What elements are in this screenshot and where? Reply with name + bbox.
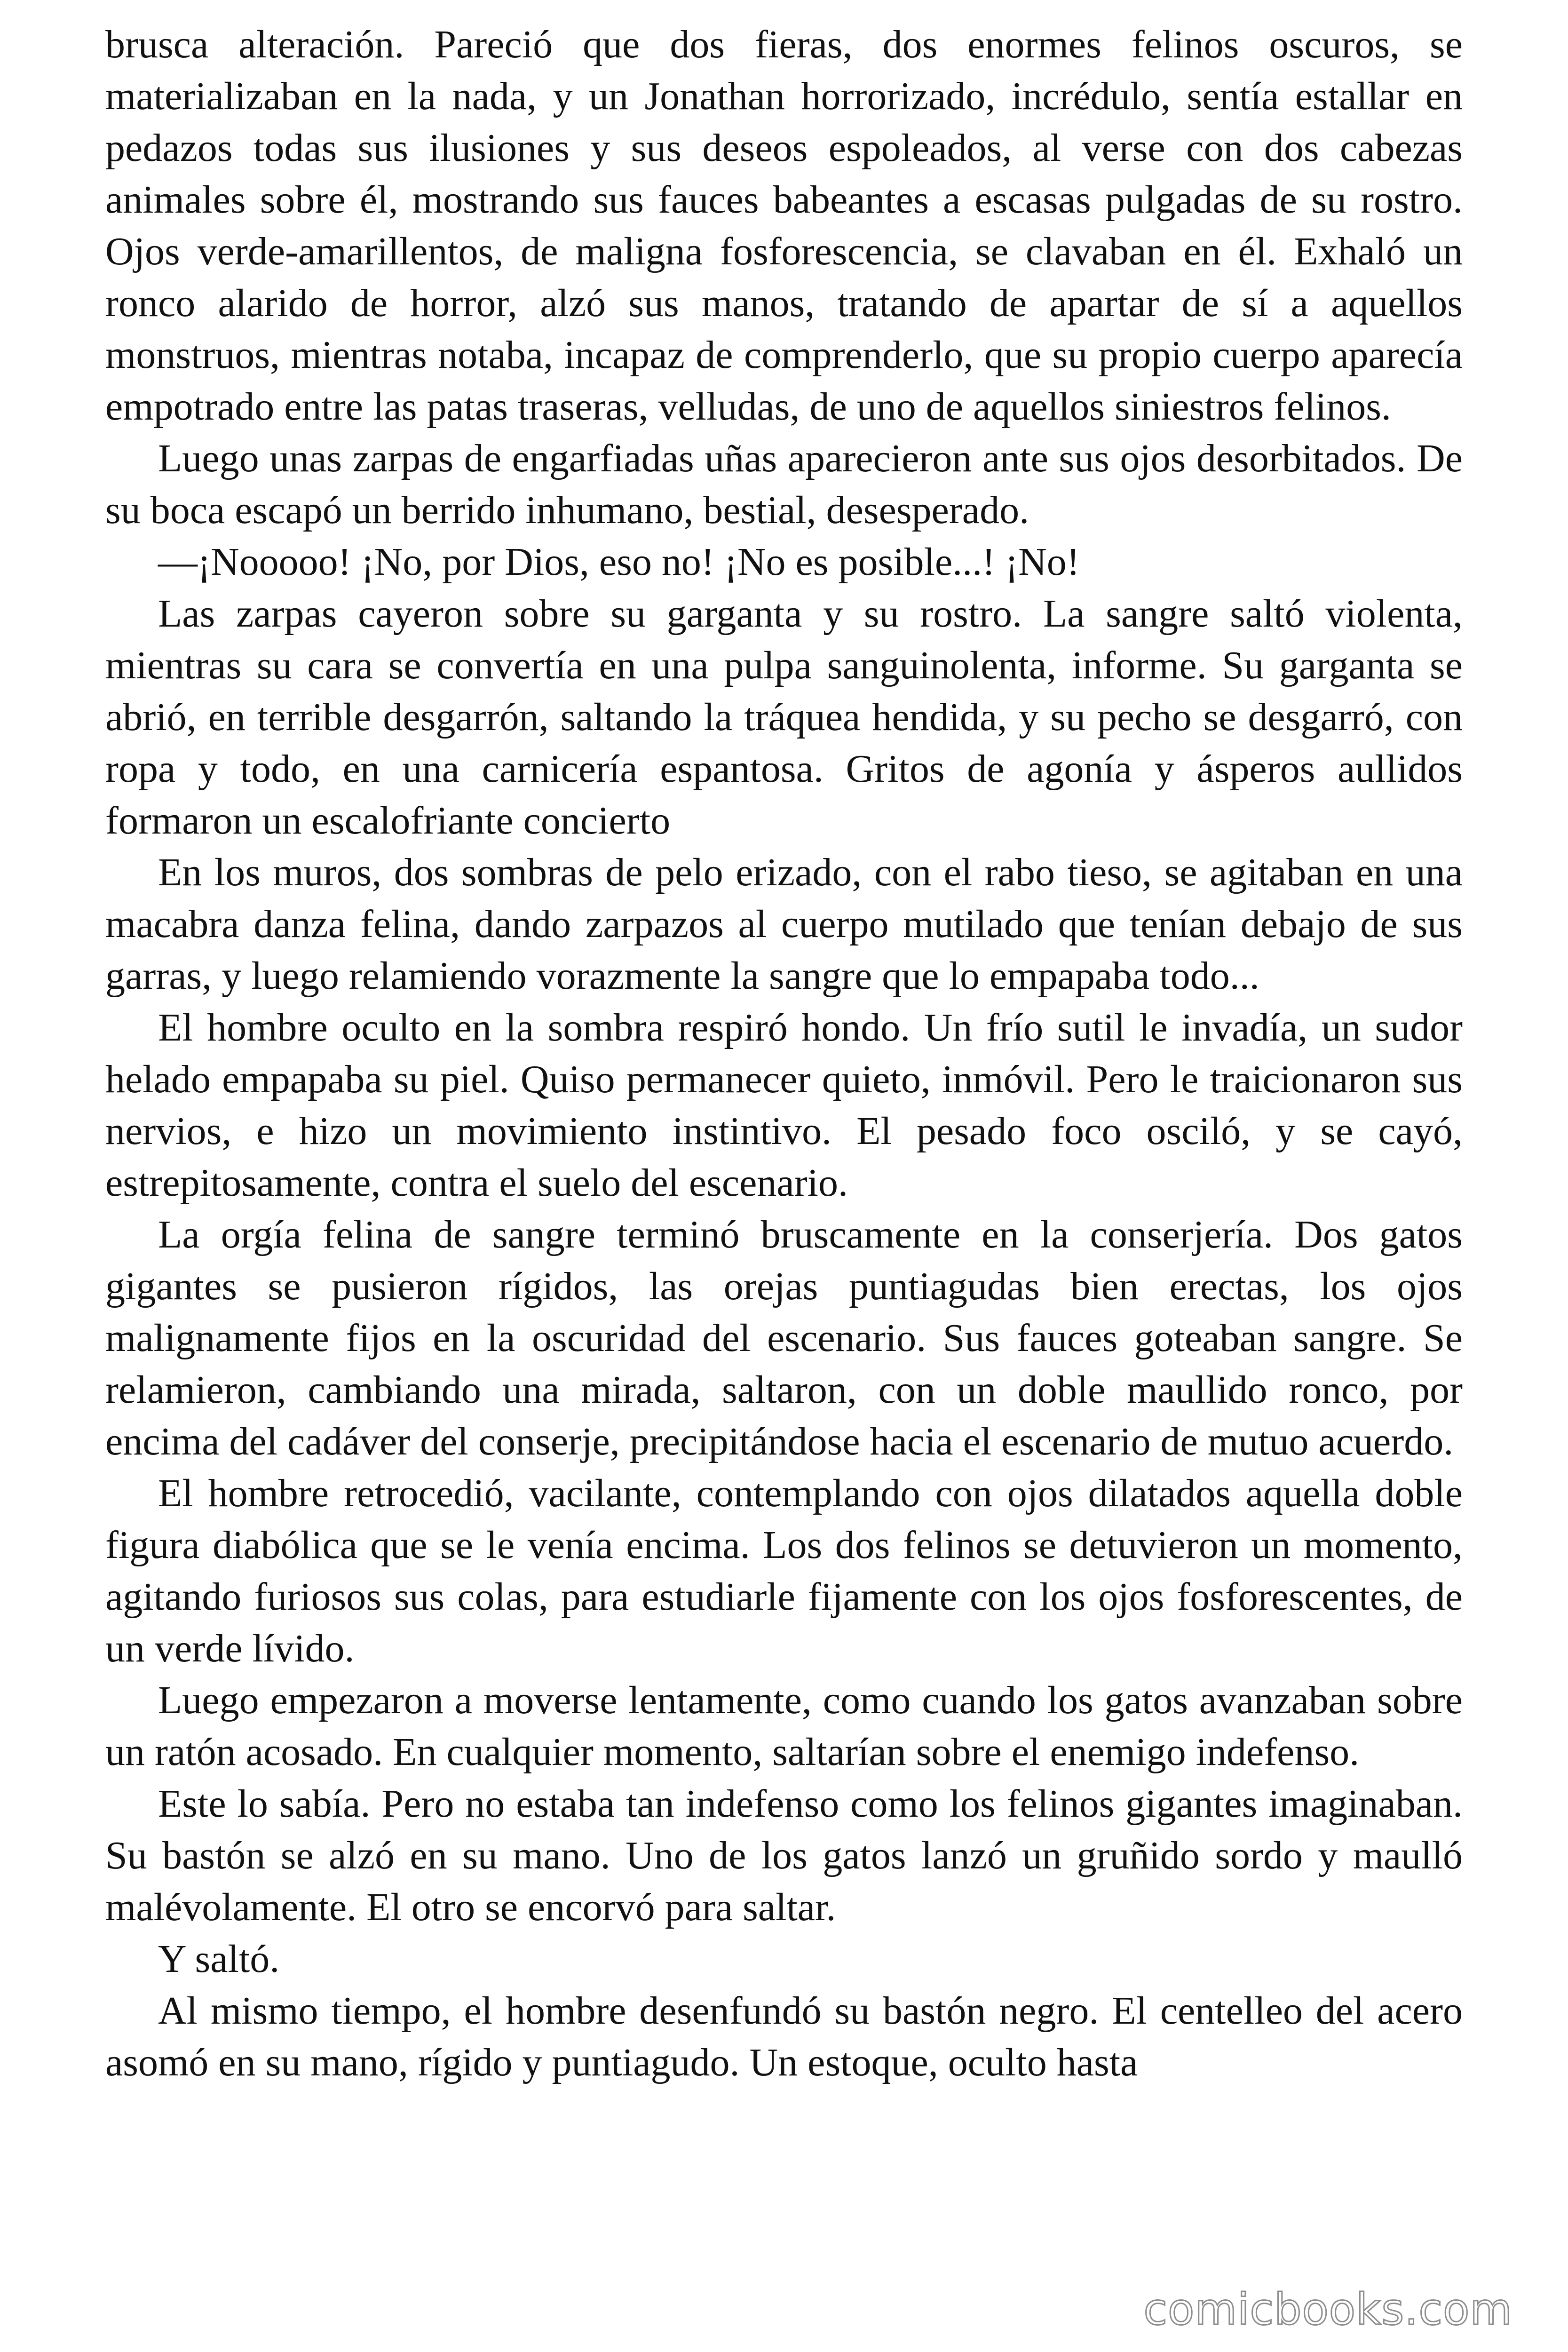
paragraph-4: Las zarpas cayeron sobre su garganta y su rostro. La sangre saltó violenta, mientras su cara se convertía en una pulpa sanguinolenta, informe. Su garganta se abrió, en terrible desgarrón, saltando la tráquea hendida, y su pecho se desgarró, con ropa y todo, en una carnicería espantosa. Gritos de agonía y ásperos aullidos formaron un escalofriante concierto [105, 592, 1463, 842]
paragraph-2: Luego unas zarpas de engarfiadas uñas aparecieron ante sus ojos desorbitados. De su boca escapó un berrido inhumano, bestial, desesperado. [105, 437, 1463, 532]
book-page-text [105, 19, 1463, 2089]
paragraph-7: La orgía felina de sangre terminó bruscamente en la conserjería. Dos gatos gigantes se pusieron rígidos, las orejas puntiagudas bien erectas, los ojos malignamente fijos en la oscuridad del escenario. Sus fauces goteaban sangre. Se relamieron, cambiando una mirada, saltaron, con un doble maullido ronco, por encima del cadáver del conserje, precipitándose hacia el escenario de mutuo acuerdo. [105, 1213, 1463, 1463]
paragraph-5: En los muros, dos sombras de pelo erizado, con el rabo tieso, se agitaban en una macabra danza felina, dando zarpazos al cuerpo mutilado que tenían debajo de sus garras, y luego relamiendo vorazmente la sangre que lo empapaba todo... [105, 850, 1463, 998]
paragraph-1: brusca alteración. Pareció que dos fieras, dos enormes felinos oscuros, se materializaban en la nada, y un Jonathan horrorizado, incrédulo, sentía estallar en pedazos todas sus ilusiones y sus deseos espoleados, al verse con dos cabezas animales sobre él, mostrando sus fauces babeantes a escasas pulgadas de su rostro. Ojos verde-amarillentos, de maligna fosforescencia, se clavaban en él. Exhaló un ronco alarido de horror, alzó sus manos, tratando de apartar de sí a aquellos monstruos, mientras notaba, incapaz de comprenderlo, que su propio cuerpo aparecía empotrado entre las patas traseras, velludas, de uno de aquellos siniestros felinos. [105, 23, 1463, 429]
paragraph-9: Luego empezaron a moverse lentamente, como cuando los gatos avanzaban sobre un ratón acosado. En cualquier momento, saltarían sobre el enemigo indefenso. [105, 1678, 1463, 1774]
paragraph-3-dialogue: —¡Nooooo! ¡No, por Dios, eso no! ¡No es posible...! ¡No! [158, 540, 1080, 584]
paragraph-8: El hombre retrocedió, vacilante, contemplando con ojos dilatados aquella doble figura diabólica que se le venía encima. Los dos felinos se detuvieron un momento, agitando furiosos sus colas, para estudiarle fijamente con los ojos fosforescentes, de un verde lívido. [105, 1471, 1463, 1670]
paragraph-12: Al mismo tiempo, el hombre desenfundó su bastón negro. El centelleo del acero asomó en su mano, rígido y puntiagudo. Un estoque, oculto hasta [105, 1989, 1463, 2084]
paragraph-6: El hombre oculto en la sombra respiró hondo. Un frío sutil le invadía, un sudor helado empapaba su piel. Quiso permanecer quieto, inmóvil. Pero le traicionaron sus nervios, e hizo un movimiento instintivo. El pesado foco osciló, y se cayó, estrepitosamente, contra el suelo del escenario. [105, 1006, 1463, 1205]
watermark-logo: comicbooks.com [1143, 2284, 1513, 2335]
paragraph-10: Este lo sabía. Pero no estaba tan indefenso como los felinos gigantes imaginaban. Su bastón se alzó en su mano. Uno de los gatos lanzó un gruñido sordo y maulló malévolamente. El otro se encorvó para saltar. [105, 1782, 1463, 1929]
paragraph-11: Y saltó. [158, 1937, 280, 1981]
